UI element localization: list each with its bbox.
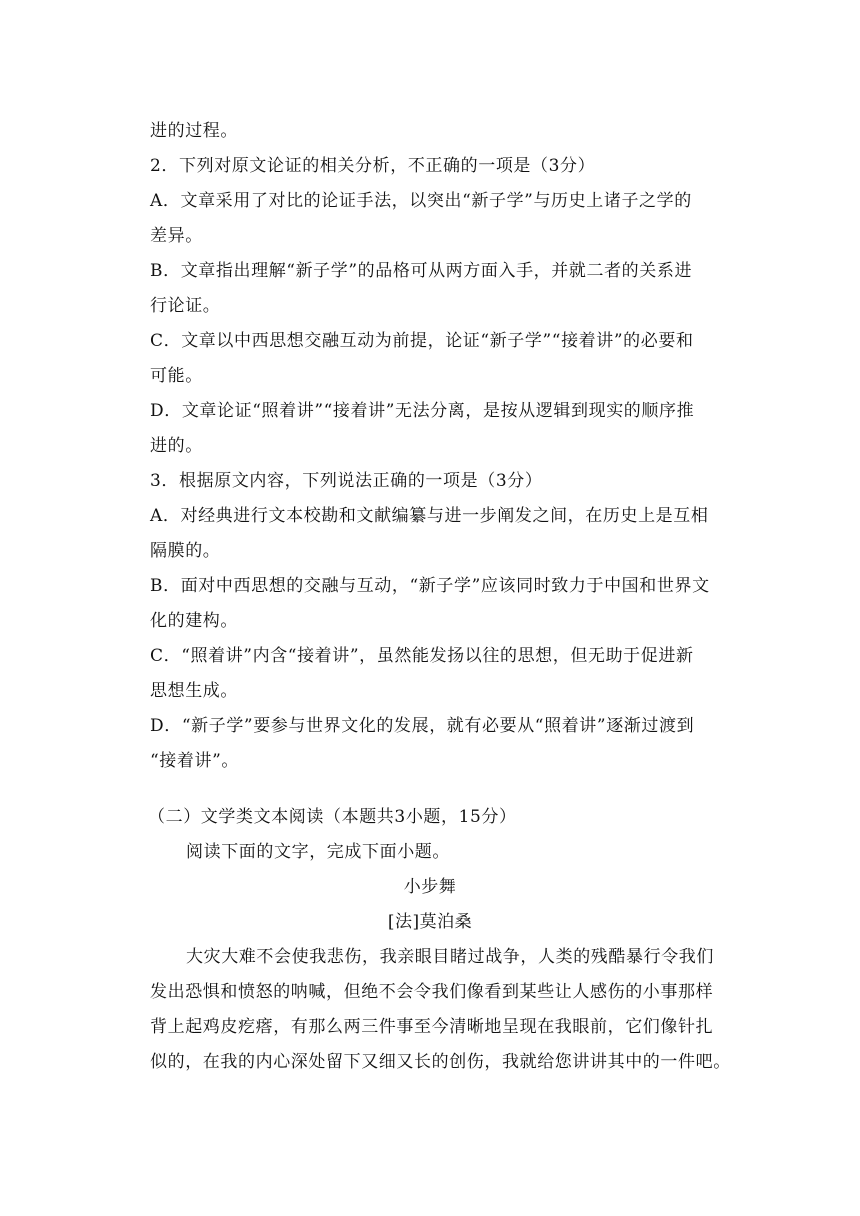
- question-3-option-b: B．面对中西思想的交融与互动，“新子学”应该同时致力于中国和世界文: [150, 576, 710, 596]
- story-title: 小步舞: [403, 877, 457, 897]
- story-paragraph-line: 似的，在我的内心深处留下又细又长的创伤，我就给您讲讲其中的一件吧。: [150, 1052, 731, 1072]
- reading-instruction: 阅读下面的文字，完成下面小题。: [186, 842, 450, 862]
- question-2-stem: 2．下列对原文论证的相关分析，不正确的一项是（3分）: [150, 156, 596, 176]
- question-3-option-b-cont: 化的建构。: [150, 611, 238, 631]
- question-3-option-c-cont: 思想生成。: [150, 681, 238, 701]
- question-3-option-d-cont: “接着讲”。: [150, 751, 239, 771]
- story-paragraph-line: 发出恐惧和愤怒的呐喊，但绝不会令我们像看到某些让人感伤的小事那样: [150, 982, 714, 1002]
- question-1-tail: 进的过程。: [150, 121, 238, 141]
- question-2-option-a: A．文章采用了对比的论证手法，以突出“新子学”与历史上诸子之学的: [150, 191, 692, 211]
- story-paragraph-line: 大灾大难不会使我悲伤，我亲眼目睹过战争，人类的残酷暴行令我们: [186, 947, 714, 967]
- question-3-option-c: C．“照着讲”内含“接着讲”，虽然能发扬以往的思想，但无助于促进新: [150, 646, 694, 666]
- question-2-option-c-cont: 可能。: [150, 366, 203, 386]
- question-3-stem: 3．根据原文内容，下列说法正确的一项是（3分）: [150, 471, 543, 491]
- question-3-option-a: A．对经典进行文本校勘和文献编纂与进一步阐发之间，在历史上是互相: [150, 506, 709, 526]
- story-author: [法]莫泊桑: [387, 912, 473, 932]
- question-2-option-b-cont: 行论证。: [150, 296, 221, 316]
- question-2-option-c: C．文章以中西思想交融互动为前提，论证“新子学”“接着讲”的必要和: [150, 331, 694, 351]
- question-3-option-d: D．“新子学”要参与世界文化的发展，就有必要从“照着讲”逐渐过渡到: [150, 716, 695, 736]
- question-2-option-b: B．文章指出理解“新子学”的品格可从两方面入手，并就二者的关系进: [150, 261, 693, 281]
- question-2-option-a-cont: 差异。: [150, 226, 203, 246]
- question-3-option-a-cont: 隔膜的。: [150, 541, 221, 561]
- question-2-option-d: D．文章论证“照着讲”“接着讲”无法分离，是按从逻辑到现实的顺序推: [150, 401, 695, 421]
- story-paragraph-line: 背上起鸡皮疙瘩，有那么两三件事至今清晰地呈现在我眼前，它们像针扎: [150, 1017, 714, 1037]
- section-heading: （二）文学类文本阅读（本题共3小题，15分）: [148, 807, 517, 827]
- question-2-option-d-cont: 进的。: [150, 436, 203, 456]
